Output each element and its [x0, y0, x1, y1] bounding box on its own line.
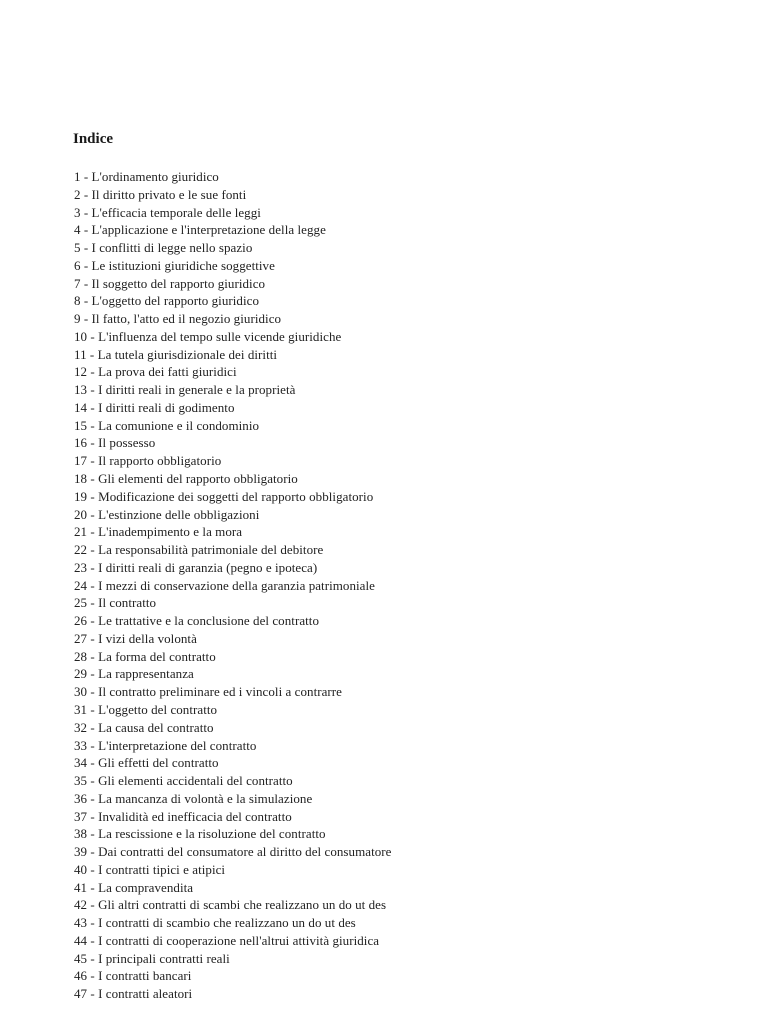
toc-entry: 27 - I vizi della volontà: [74, 630, 197, 646]
toc-entry: 47 - I contratti aleatori: [74, 986, 193, 1002]
toc-entry: 2 - Il diritto privato e le sue fonti: [74, 186, 247, 202]
toc-entry: 12 - La prova dei fatti giuridici: [74, 364, 237, 380]
toc-entry: 37 - Invalidità ed inefficacia del contratto: [74, 808, 292, 824]
toc-entry: 20 - L'estinzione delle obbligazioni: [74, 506, 260, 522]
toc-entry: 45 - I principali contratti reali: [74, 950, 230, 966]
table-of-contents: [74, 168, 391, 1003]
toc-entry: 33 - L'interpretazione del contratto: [74, 737, 257, 753]
toc-entry: 4 - L'applicazione e l'interpretazione della legge: [74, 222, 326, 238]
toc-entry: 21 - L'inadempimento e la mora: [74, 524, 243, 540]
toc-entry: 41 - La compravendita: [74, 879, 194, 895]
toc-entry: 34 - Gli effetti del contratto: [74, 755, 219, 771]
toc-entry: 13 - I diritti reali in generale e la proprietà: [74, 382, 296, 398]
toc-entry: 42 - Gli altri contratti di scambi che realizzano un do ut des: [74, 897, 387, 913]
index-title: Indice: [73, 131, 114, 147]
toc-entry: 19 - Modificazione dei soggetti del rapporto obbligatorio: [74, 488, 374, 504]
toc-entry: 23 - I diritti reali di garanzia (pegno e ipoteca): [74, 559, 318, 575]
toc-entry: 36 - La mancanza di volontà e la simulazione: [74, 790, 313, 806]
toc-entry: 17 - Il rapporto obbligatorio: [74, 453, 222, 469]
toc-entry: 43 - I contratti di scambio che realizzano un do ut des: [74, 915, 356, 931]
toc-entry: 5 - I conflitti di legge nello spazio: [74, 240, 253, 256]
toc-entry: 35 - Gli elementi accidentali del contratto: [74, 773, 293, 789]
toc-entry: 11 - La tutela giurisdizionale dei diritti: [74, 346, 278, 362]
toc-entry: 6 - Le istituzioni giuridiche soggettive: [74, 257, 275, 273]
toc-entry: 15 - La comunione e il condominio: [74, 417, 260, 433]
toc-entry: 16 - Il possesso: [74, 435, 156, 451]
toc-entry: 22 - La responsabilità patrimoniale del debitore: [74, 542, 324, 558]
toc-entry: 7 - Il soggetto del rapporto giuridico: [74, 275, 266, 291]
toc-entry: 32 - La causa del contratto: [74, 719, 214, 735]
toc-entry: 46 - I contratti bancari: [74, 968, 192, 984]
toc-entry: 1 - L'ordinamento giuridico: [74, 169, 219, 184]
toc-entry: 39 - Dai contratti del consumatore al diritto del consumatore: [74, 844, 392, 860]
toc-entry: 9 - Il fatto, l'atto ed il negozio giuridico: [74, 311, 282, 327]
toc-entry: 14 - I diritti reali di godimento: [74, 399, 235, 415]
toc-entry: 8 - L'oggetto del rapporto giuridico: [74, 293, 260, 309]
toc-entry: 38 - La rescissione e la risoluzione del contratto: [74, 826, 326, 842]
toc-entry: 30 - Il contratto preliminare ed i vincoli a contrarre: [74, 684, 343, 700]
toc-entry: 44 - I contratti di cooperazione nell'altrui attività giuridica: [74, 932, 380, 948]
toc-entry: 18 - Gli elementi del rapporto obbligatorio: [74, 471, 298, 487]
toc-entry: 24 - I mezzi di conservazione della garanzia patrimoniale: [74, 577, 375, 593]
toc-entry: 3 - L'efficacia temporale delle leggi: [74, 204, 261, 220]
toc-entry: 29 - La rappresentanza: [74, 666, 194, 682]
toc-entry: 25 - Il contratto: [74, 595, 157, 611]
toc-entry: 10 - L'influenza del tempo sulle vicende giuridiche: [74, 328, 342, 344]
toc-entry: 26 - Le trattative e la conclusione del contratto: [74, 613, 320, 629]
toc-entry: 28 - La forma del contratto: [74, 648, 216, 664]
toc-entry: 31 - L'oggetto del contratto: [74, 701, 218, 717]
toc-entry: 40 - I contratti tipici e atipici: [74, 861, 226, 877]
